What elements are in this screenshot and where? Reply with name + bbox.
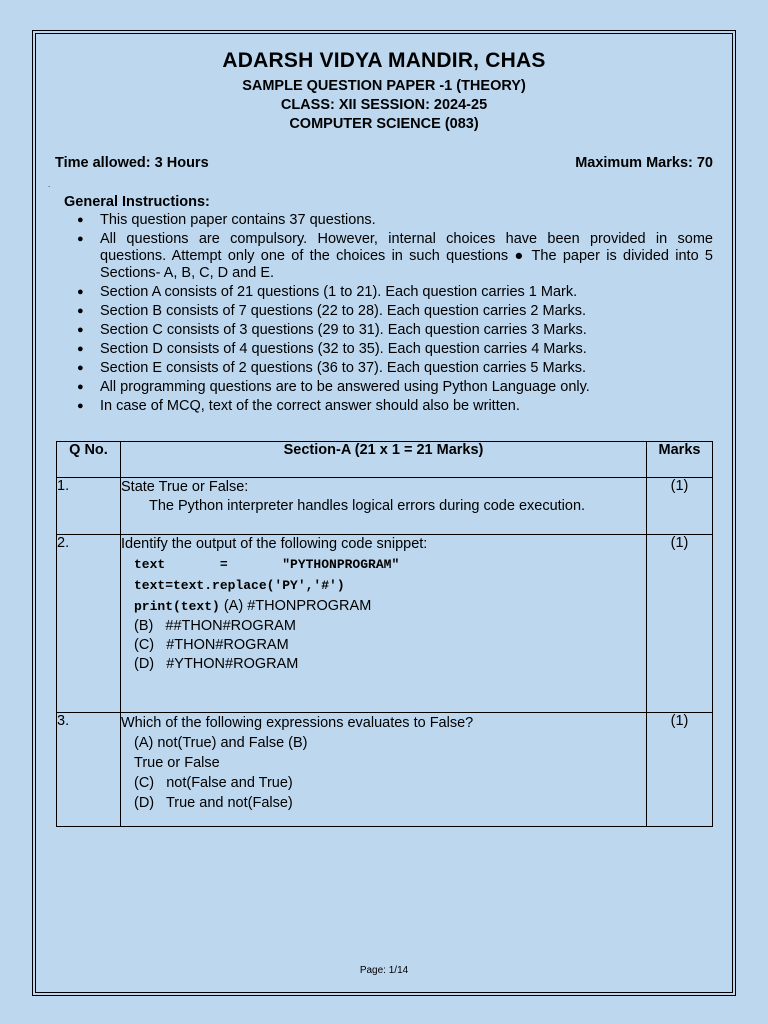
question-table [56,441,713,827]
question-number: 3. [57,713,121,827]
question-line: Identify the output of the following code snippet: [121,536,428,552]
table-header-row [57,442,713,478]
code-line [121,575,646,596]
instruction-item: ● In case of MCQ, text of the correct answer should also be written. [64,398,713,415]
question-number: 1. [57,478,121,535]
instruction-item: ● Section A consists of 21 questions (1 to 21). Each question carries 1 Mark. [64,284,713,301]
table-row [57,478,713,535]
question-marks: (1) [647,713,713,827]
code-text: print(text) [134,599,220,614]
question-text [121,535,647,713]
instruction-item: ● Section C consists of 3 questions (29 to 31). Each question carries 3 Marks. [64,322,713,339]
question-line: True or False [134,755,220,771]
time-allowed: Time allowed: 3 Hours [55,155,209,171]
instructions-list [64,212,713,417]
instruction-item: ● Section B consists of 7 questions (22 to 28). Each question carries 2 Marks. [64,303,713,320]
option-c: (C) not(False and True) [134,775,293,791]
instruction-item: ● All questions are compulsory. However, internal choices have been provided in some questions. Attempt only one of the choices in such questions ● The paper is divided into 5 Sections- A, B, C, D and E. [64,231,713,282]
maximum-marks: Maximum Marks: 70 [575,155,713,171]
header-marks: Marks [647,442,713,478]
general-instructions-heading: General Instructions: [64,194,210,210]
question-line: (A) not(True) and False (B) [134,735,308,751]
page-number: Page: 1/14 [359,965,409,976]
question-marks: (1) [647,478,713,535]
paper-title: SAMPLE QUESTION PAPER -1 (THEORY) [242,78,526,94]
option-a: (A) #THONPROGRAM [219,598,372,614]
instruction-item: ● Section E consists of 2 questions (36 to 37). Each question carries 5 Marks. [64,360,713,377]
subject-title: COMPUTER SCIENCE (083) [289,116,479,132]
school-name: ADARSH VIDYA MANDIR, CHAS [222,49,546,72]
question-text [121,478,647,535]
header-section: Section-A (21 x 1 = 21 Marks) [121,442,647,478]
instruction-item: ● This question paper contains 37 questions. [64,212,713,229]
code-line [121,596,646,617]
instruction-item: ● All programming questions are to be answered using Python Language only. [64,379,713,396]
option-c: (C) #THON#ROGRAM [134,637,289,653]
class-session: CLASS: XII SESSION: 2024-25 [280,97,488,113]
code-text: text=text.replace('PY','#') [134,578,345,593]
code-text: text = "PYTHONPROGRAM" [134,557,400,572]
option-b: (B) ##THON#ROGRAM [134,618,296,634]
header-qno: Q No. [57,442,121,478]
question-line: The Python interpreter handles logical errors during code execution. [149,498,586,514]
question-text [121,713,647,827]
option-d: (D) #YTHON#ROGRAM [134,656,299,672]
question-number: 2. [57,535,121,713]
table-row [57,535,713,713]
option-d: (D) True and not(False) [134,795,293,811]
stray-dot: . [48,180,51,189]
question-marks: (1) [647,535,713,713]
table-row [57,713,713,827]
instruction-item: ● Section D consists of 4 questions (32 to 35). Each question carries 4 Marks. [64,341,713,358]
question-line: State True or False: [121,479,249,495]
question-line: Which of the following expressions evaluates to False? [121,715,474,731]
code-line [121,554,646,575]
